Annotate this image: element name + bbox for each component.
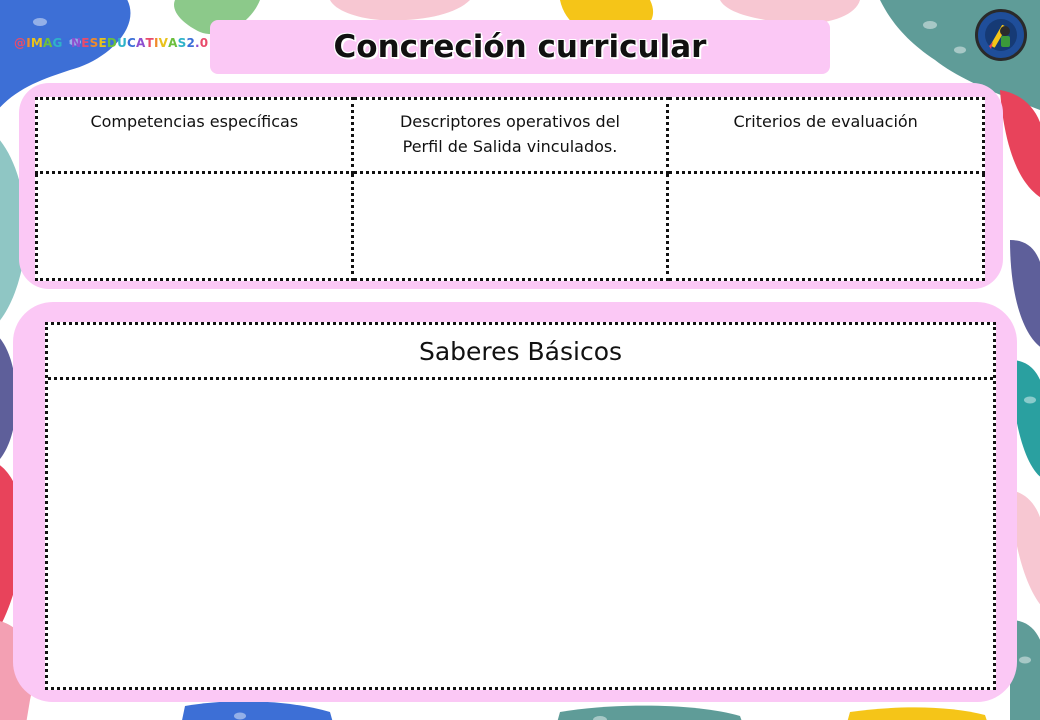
blob-yellow-bottom bbox=[845, 707, 990, 720]
watermark-letter: A bbox=[43, 36, 53, 50]
watermark-letter: S bbox=[89, 36, 99, 50]
watermark-letter: G bbox=[52, 36, 63, 50]
blob-green-bottom bbox=[555, 706, 745, 720]
watermark-letter: V bbox=[158, 36, 169, 50]
watermark-letter: E bbox=[98, 36, 107, 50]
watermark-handle bbox=[14, 36, 208, 50]
watermark-letter: 0 bbox=[199, 36, 209, 50]
column-header-criterios bbox=[668, 99, 984, 173]
watermark-letter: U bbox=[117, 36, 128, 50]
watermark-letter: . bbox=[195, 36, 200, 50]
competencies-table bbox=[35, 97, 985, 281]
watermark-letter: S bbox=[177, 36, 187, 50]
title-bar bbox=[210, 20, 830, 74]
watermark-letter: I bbox=[26, 36, 31, 50]
watermark-letter: A bbox=[168, 36, 178, 50]
watermark-letter: D bbox=[106, 36, 118, 50]
cell-competencias[interactable] bbox=[37, 173, 353, 280]
column-header-line: Criterios de evaluación bbox=[733, 112, 918, 131]
saberes-basicos-content[interactable] bbox=[48, 380, 993, 690]
cell-descriptores[interactable] bbox=[352, 173, 668, 280]
saberes-basicos-heading: Saberes Básicos bbox=[48, 325, 993, 380]
cell-criterios[interactable] bbox=[668, 173, 984, 280]
blob-blue-bottom bbox=[180, 701, 335, 720]
column-header-descriptores bbox=[352, 99, 668, 173]
watermark-letter: M bbox=[30, 36, 44, 50]
column-header-competencias bbox=[37, 99, 353, 173]
logo-badge bbox=[975, 9, 1027, 61]
pencil-kid-logo-icon bbox=[978, 12, 1024, 58]
watermark-letter: T bbox=[145, 36, 154, 50]
watermark-letter: E bbox=[62, 36, 71, 50]
column-header-line: Descriptores operativos del bbox=[399, 112, 620, 131]
column-header-line: Competencias específicas bbox=[90, 112, 299, 131]
table-header-row bbox=[37, 99, 984, 173]
watermark-letter: 2 bbox=[186, 36, 196, 50]
table-row bbox=[37, 173, 984, 280]
saberes-basicos-box bbox=[45, 322, 996, 690]
blob-pink-top bbox=[330, 0, 470, 20]
watermark-letter: I bbox=[153, 36, 159, 50]
watermark-letter: E bbox=[81, 36, 90, 50]
watermark-letter: A bbox=[136, 36, 146, 50]
watermark-letter: C bbox=[127, 36, 137, 50]
column-header-line: Perfil de Salida vinculados. bbox=[402, 137, 618, 156]
watermark-letter: @ bbox=[14, 36, 27, 50]
page-title: Concreción curricular bbox=[333, 29, 707, 65]
watermark-letter: N bbox=[71, 36, 82, 50]
